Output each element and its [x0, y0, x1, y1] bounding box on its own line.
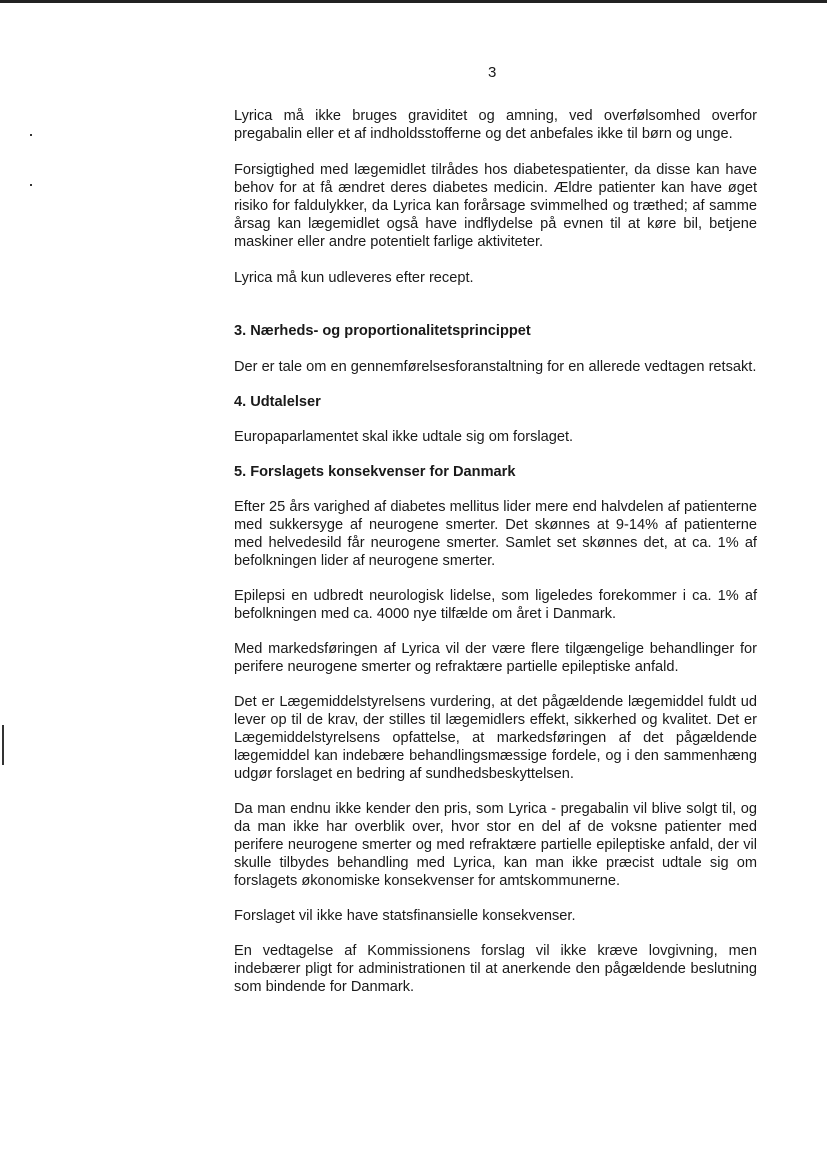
heading-section-5: 5. Forslagets konsekvenser for Danmark — [234, 464, 516, 480]
document-body — [234, 107, 757, 996]
scan-margin-mark — [30, 184, 32, 186]
paragraph-pricing: Da man endnu ikke kender den pris, som Lyrica - pregabalin vil blive solgt til, og da man ikke har overblik over, hvor stor en del af de voksne patienter med perifere neurogene smerter og med refraktære partielle epileptiske anfald, der vil skulle tilbydes behandling med Lyrica, kan man ikke præcist udtale sig om forslagets økonomiske konsekvenser for amtskommunerne. — [234, 801, 757, 889]
scan-margin-mark — [30, 134, 32, 136]
paragraph-epilepsy: Epilepsi en udbredt neurologisk lidelse, som ligeledes forekommer i ca. 1% af befolkningen med ca. 4000 nye tilfælde om året i Danmark. — [234, 588, 757, 622]
paragraph-precautions: Forsigtighed med lægemidlet tilrådes hos diabetespatienter, da disse kan have behov for at få ændret deres diabetes medicin. Ældre patienter kan have øget risiko for faldulykker, da Lyrica kan forårsage svimmelhed og træthed; af samme årsag kan lægemidlet også have indflydelse på evnen til at køre bil, betjene maskiner eller andre potentielt farlige aktiviteter. — [234, 162, 757, 250]
scan-margin-edge — [2, 725, 4, 765]
paragraph-marketing: Med markedsføringen af Lyrica vil der være flere tilgængelige behandlinger for perifere neurogene smerter og refraktære partielle epileptiske anfald. — [234, 641, 757, 675]
paragraph-contraindications: Lyrica må ikke bruges graviditet og amning, ved overfølsomhed overfor pregabalin eller et af indholdsstofferne og det anbefales ikke til børn og unge. — [234, 108, 757, 142]
paragraph-adoption: En vedtagelse af Kommissionens forslag vil ikke kræve lovgivning, men indebærer pligt for administrationen til at anerkende den pågældende beslutning som bindende for Danmark. — [234, 943, 757, 995]
paragraph-implementation: Der er tale om en gennemførelsesforanstaltning for en allerede vedtagen retsakt. — [234, 359, 757, 375]
paragraph-parliament: Europaparlamentet skal ikke udtale sig om forslaget. — [234, 429, 574, 445]
paragraph-state-finance: Forslaget vil ikke have statsfinansielle konsekvenser. — [234, 908, 576, 924]
paragraph-assessment: Det er Lægemiddelstyrelsens vurdering, at det pågældende lægemiddel fuldt ud lever op til de krav, der stilles til lægemidlers effekt, sikkerhed og kvalitet. Det er Lægemiddelstyrelsens opfattelse, at markedsføringen af det pågældende lægemiddel kan indebære behandlingsmæssige fordele, og i den sammenhæng udgør forslaget en bedring af sundhedsbeskyttelsen. — [234, 694, 757, 782]
scan-top-edge — [0, 0, 827, 3]
heading-section-4: 4. Udtalelser — [234, 394, 321, 410]
paragraph-diabetes: Efter 25 års varighed af diabetes mellitus lider mere end halvdelen af patienterne med sukkersyge af neurogene smerter. Det skønnes at 9-14% af patienterne med helvedesild får neurogene smerter. Samlet set skønnes det, at ca. 1% af befolkningen lider af neurogene smerter. — [234, 499, 757, 569]
page-number: 3 — [488, 64, 497, 81]
paragraph-prescription: Lyrica må kun udleveres efter recept. — [234, 270, 474, 286]
heading-section-3: 3. Nærheds- og proportionalitetsprincippet — [234, 323, 531, 339]
